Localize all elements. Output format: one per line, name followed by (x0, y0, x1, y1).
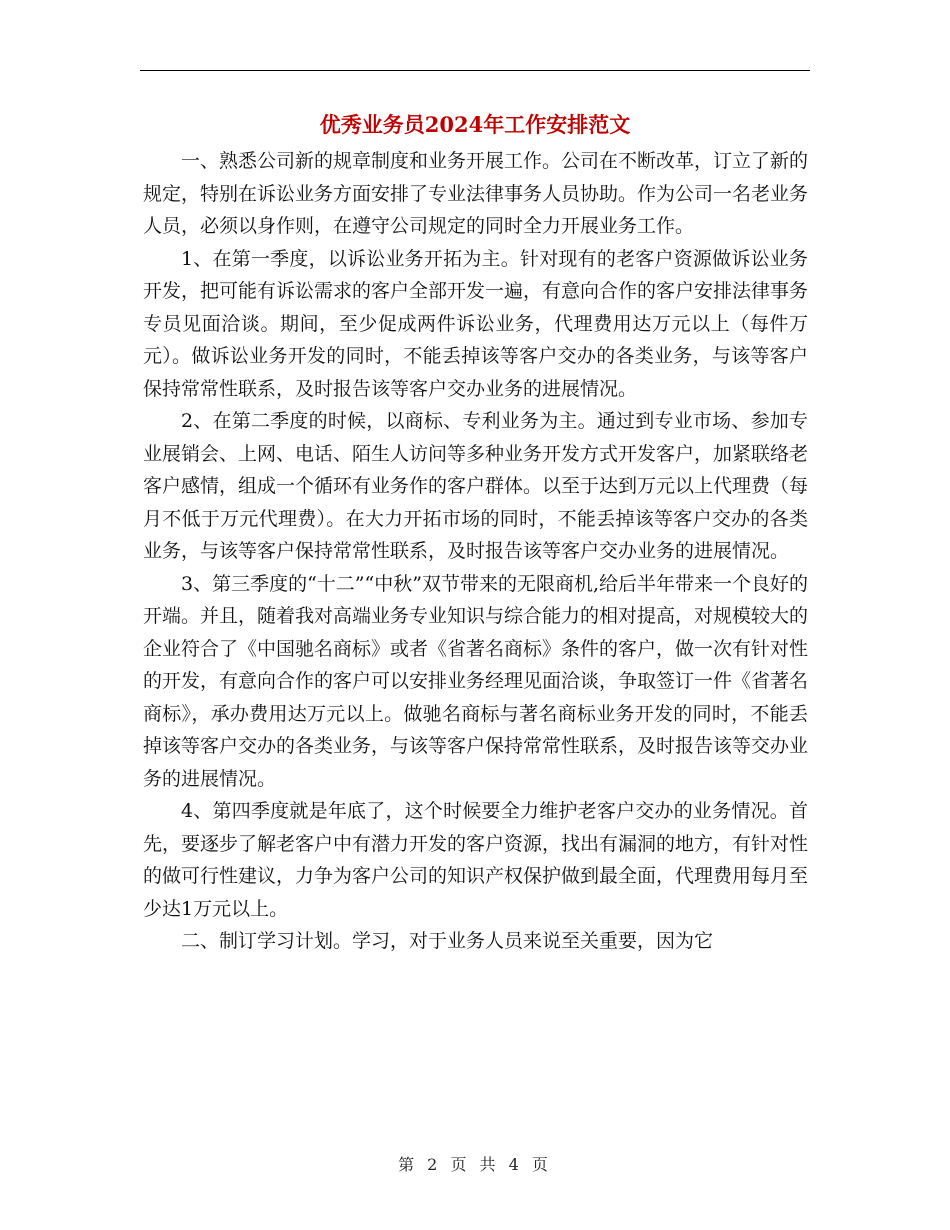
paragraph-6: 二、制订学习计划。学习，对于业务人员来说至关重要，因为它 (181, 930, 714, 952)
paragraph-5: 4、第四季度就是年底了，这个时候要全力维护老客户交办的业务情况。首先，要逐步了解老客户中有潜力开发的客户资源，找出有漏洞的地方，有针对性的做可行性建议，力争为客户公司的知识产权保护做到最全面，代理费用每月至少达1万元以上。 (143, 800, 809, 920)
header-rule (140, 70, 810, 71)
page-footer: 第 2 页 共 4 页 (398, 1155, 552, 1174)
document-body (143, 145, 808, 958)
document-title: 优秀业务员2024年工作安排范文 (319, 112, 631, 137)
paragraph-2: 1、在第一季度，以诉讼业务开拓为主。针对现有的老客户资源做诉讼业务开发，把可能有诉讼需求的客户全部开发一遍，有意向合作的客户安排法律事务专员见面洽谈。期间，至少促成两件诉讼业务，代理费用达万元以上（每件万元）。做诉讼业务开发的同时，不能丢掉该等客户交办的各类业务，与该等客户保持常常性联系，及时报告该等客户交办业务的进展情况。 (143, 247, 809, 400)
paragraph-1: 一、熟悉公司新的规章制度和业务开展工作。公司在不断改革，订立了新的规定，特别在诉讼业务方面安排了专业法律事务人员协助。作为公司一名老业务人员，必须以身作则，在遵守公司规定的同时全力开展业务工作。 (143, 150, 809, 237)
paragraph-3: 2、在第二季度的时候，以商标、专利业务为主。通过到专业市场、参加专业展销会、上网、电话、陌生人访问等多种业务开发方式开发客户，加紧联络老客户感情，组成一个循环有业务作的客户群体。以至于达到万元以上代理费（每月不低于万元代理费）。在大力开拓市场的同时，不能丢掉该等客户交办的各类业务，与该等客户保持常常性联系，及时报告该等客户交办业务的进展情况。 (143, 410, 809, 562)
paragraph-4: 3、第三季度的“十二”“中秋”双节带来的无限商机,给后半年带来一个良好的开端。并且，随着我对高端业务专业知识与综合能力的相对提高，对规模较大的企业符合了《中国驰名商标》或者《省著名商标》条件的客户，做一次有针对性的开发，有意向合作的客户可以安排业务经理见面洽谈，争取签订一件《省著名商标》，承办费用达万元以上。做驰名商标与著名商标业务开发的同时，不能丢掉该等客户交办的各类业务，与该等客户保持常常性联系，及时报告该等交办业务的进展情况。 (143, 572, 809, 790)
